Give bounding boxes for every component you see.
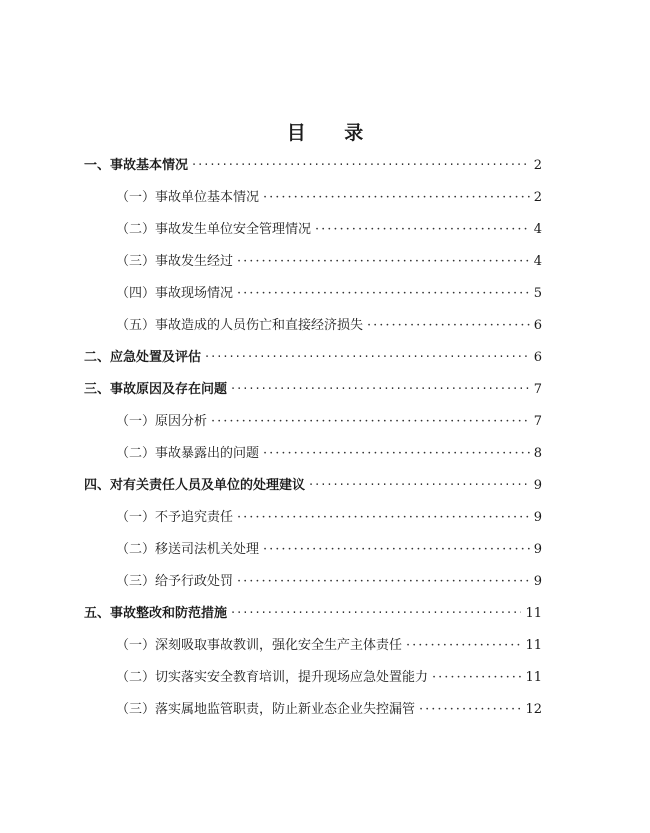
toc-page-number: 6	[533, 318, 542, 333]
toc-subsection-entry[interactable]	[116, 411, 542, 433]
toc-page-number: 11	[525, 638, 542, 653]
toc-entry-title: （一）事故单位基本情况	[116, 190, 260, 205]
toc-entry-title: （一）不予追究责任	[116, 510, 234, 525]
toc-subsection-entry[interactable]	[116, 507, 542, 529]
toc-subsection-entry[interactable]	[116, 187, 542, 209]
toc-dot-leader	[315, 219, 530, 241]
toc-page-number: 5	[533, 286, 542, 301]
toc-page-number: 9	[533, 574, 542, 589]
toc-dot-leader	[419, 699, 521, 721]
toc-subsection-entry[interactable]	[116, 571, 542, 593]
toc-dot-leader	[263, 443, 530, 465]
toc-page-number: 7	[533, 382, 542, 397]
toc-subsection-entry[interactable]	[116, 699, 542, 721]
toc-page-number: 6	[533, 350, 542, 365]
toc-entry-title: （三）事故发生经过	[116, 254, 234, 269]
toc-page-number: 7	[533, 414, 542, 429]
toc-subsection-entry[interactable]	[116, 443, 542, 465]
toc-dot-leader	[192, 155, 530, 177]
toc-dot-leader	[367, 315, 530, 337]
toc-entry-title: （二）切实落实安全教育培训，提升现场应急处置能力	[116, 670, 429, 685]
toc-entry-title: （一）深刻吸取事故教训，强化安全生产主体责任	[116, 638, 403, 653]
toc-dot-leader	[309, 475, 530, 497]
toc-entry-title: （三）给予行政处罚	[116, 574, 234, 589]
toc-entry-title: （二）移送司法机关处理	[116, 542, 260, 557]
toc-dot-leader	[231, 379, 530, 401]
toc-page-number: 4	[533, 254, 542, 269]
toc-page-number: 8	[533, 446, 542, 461]
toc-dot-leader	[432, 667, 521, 689]
toc-section-entry[interactable]	[84, 475, 542, 497]
toc-dot-leader	[237, 251, 530, 273]
toc-dot-leader	[406, 635, 521, 657]
toc-dot-leader	[237, 571, 530, 593]
toc-entry-title: 二、应急处置及评估	[84, 350, 202, 365]
toc-page-number: 9	[533, 510, 542, 525]
toc-subsection-entry[interactable]	[116, 635, 542, 657]
toc-entry-title: 三、事故原因及存在问题	[84, 382, 228, 397]
toc-section-entry[interactable]	[84, 603, 542, 625]
toc-subsection-entry[interactable]	[116, 315, 542, 337]
toc-page-number: 9	[533, 478, 542, 493]
toc-entry-title: （五）事故造成的人员伤亡和直接经济损失	[116, 318, 364, 333]
toc-subsection-entry[interactable]	[116, 251, 542, 273]
toc-entry-title: 四、对有关责任人员及单位的处理建议	[84, 478, 306, 493]
toc-dot-leader	[263, 187, 530, 209]
toc-entry-title: （二）事故发生单位安全管理情况	[116, 222, 312, 237]
toc-entry-title: 五、事故整改和防范措施	[84, 606, 228, 621]
toc-subsection-entry[interactable]	[116, 283, 542, 305]
toc-page-number: 2	[533, 190, 542, 205]
toc-dot-leader	[205, 347, 530, 369]
toc-dot-leader	[237, 283, 530, 305]
toc-subsection-entry[interactable]	[116, 539, 542, 561]
toc-page-number: 11	[525, 606, 542, 621]
toc-entry-title: （一）原因分析	[116, 414, 208, 429]
toc-dot-leader	[263, 539, 530, 561]
toc-section-entry[interactable]	[84, 347, 542, 369]
toc-page-number: 4	[533, 222, 542, 237]
toc-dot-leader	[231, 603, 521, 625]
toc-dot-leader	[237, 507, 530, 529]
toc-page-number: 9	[533, 542, 542, 557]
toc-page-number: 11	[525, 670, 542, 685]
toc-entry-title: （二）事故暴露出的问题	[116, 446, 260, 461]
toc-subsection-entry[interactable]	[116, 219, 542, 241]
toc-subsection-entry[interactable]	[116, 667, 542, 689]
toc-entry-title: 一、事故基本情况	[84, 158, 189, 173]
toc-page-number: 12	[525, 702, 542, 717]
toc-section-entry[interactable]	[84, 379, 542, 401]
page-title: 目 录	[286, 122, 380, 144]
toc-page-number: 2	[533, 158, 542, 173]
toc-dot-leader	[211, 411, 530, 433]
toc-section-entry[interactable]	[84, 155, 542, 177]
toc-entry-title: （三）落实属地监管职责，防止新业态企业失控漏管	[116, 702, 416, 717]
toc-entry-title: （四）事故现场情况	[116, 286, 234, 301]
